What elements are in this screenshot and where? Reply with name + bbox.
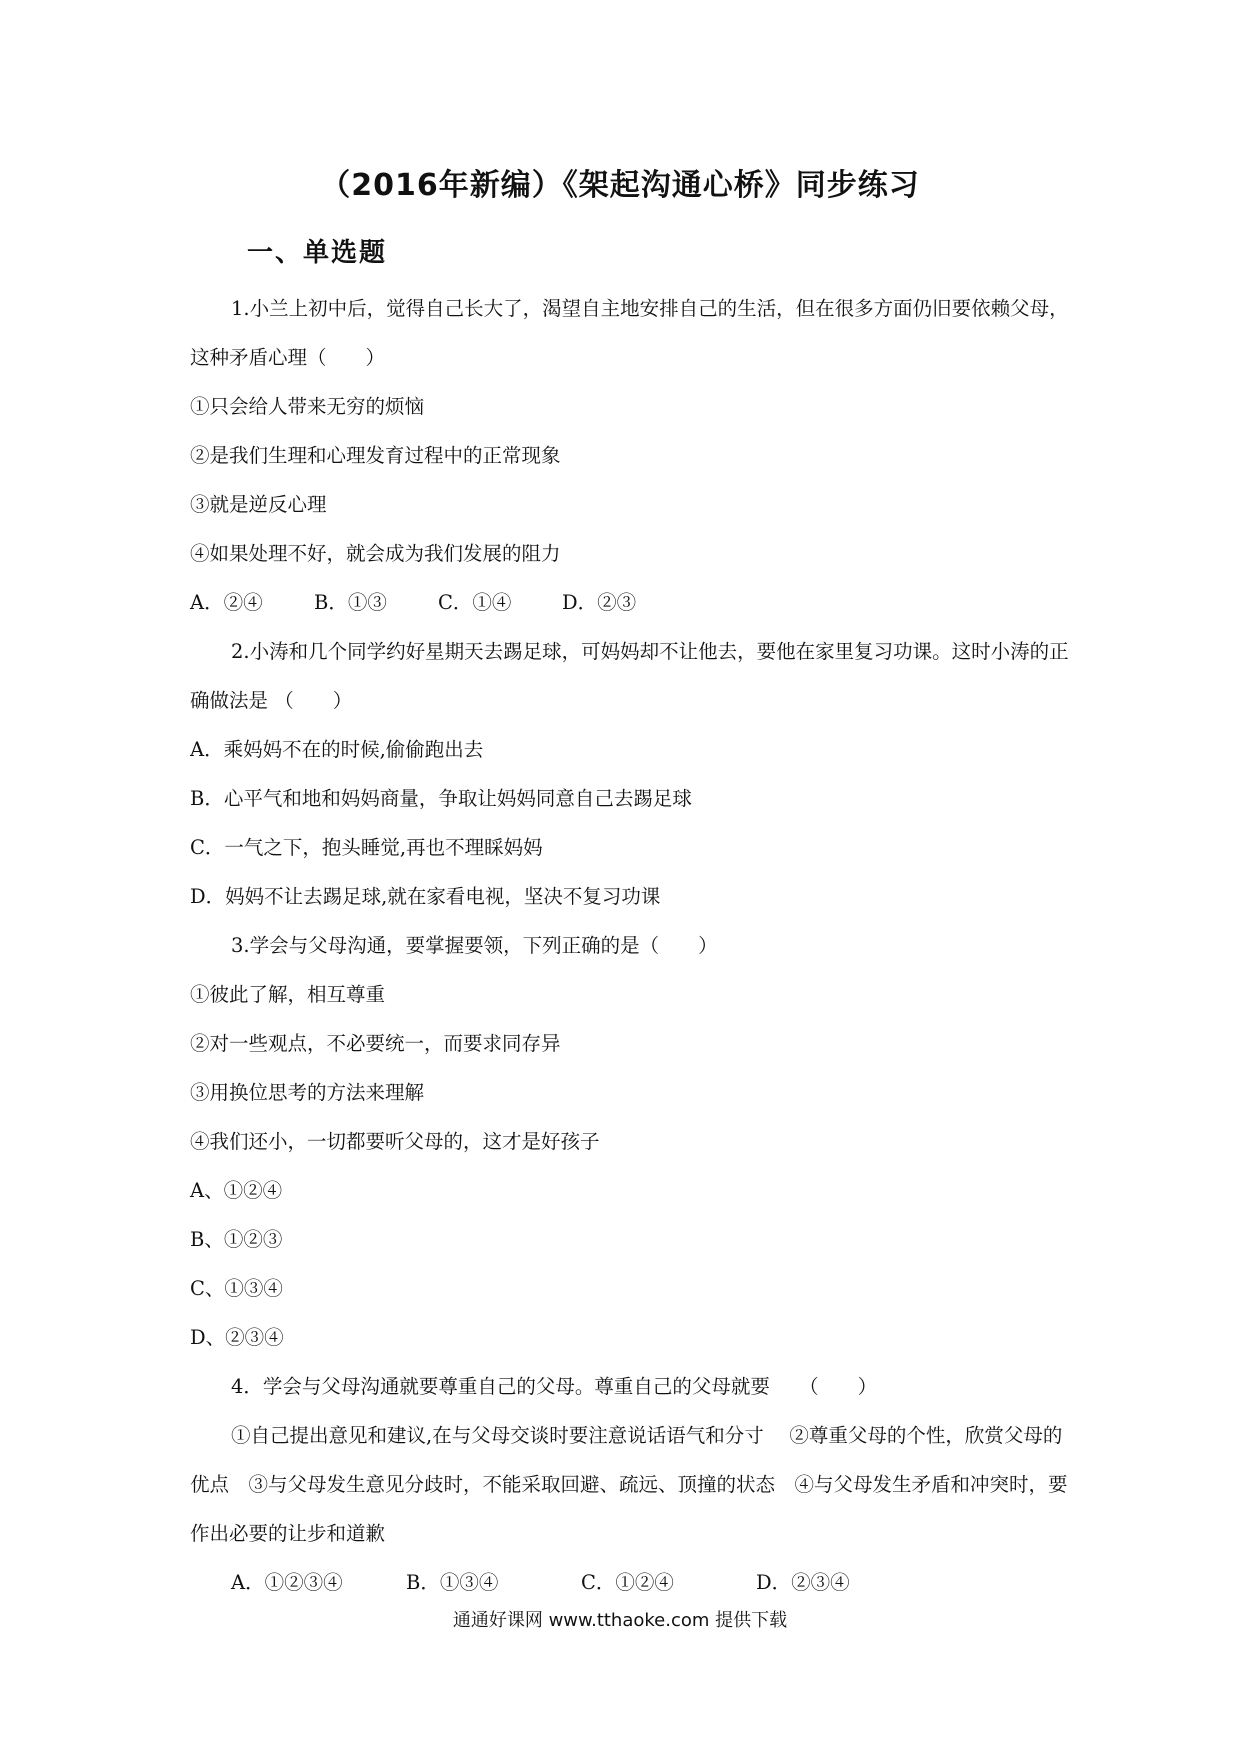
question-3-statement-3: ③用换位思考的方法来理解 — [190, 1081, 425, 1104]
question-3-statement-1: ①彼此了解，相互尊重 — [190, 983, 386, 1006]
question-1-statement-4: ④如果处理不好，就会成为我们发展的阻力 — [190, 542, 561, 565]
question-list — [190, 284, 1070, 1607]
question-4-body: ①自己提出意见和建议,在与父母交谈时要注意说话语气和分寸 ②尊重父母的个性，欣赏父母的优点 ③与父母发生意见分歧时，不能采取回避、疏远、顶撞的状态 ④与父母发生矛盾和冲突时，要作出必要的让步和道歉 — [190, 1424, 1068, 1545]
question-2-option-b: B．心平气和地和妈妈商量，争取让妈妈同意自己去踢足球 — [190, 787, 692, 810]
question-3-option-a: A、①②④ — [190, 1179, 283, 1202]
question-3-option-c: C、①③④ — [190, 1277, 283, 1300]
question-1-options — [190, 578, 1070, 627]
question-4-stem: 4．学会与父母沟通就要尊重自己的父母。尊重自己的父母就要 （ ） — [231, 1375, 878, 1398]
question-1-option-c: C．①④ — [438, 591, 512, 614]
question-3-option-d: D、②③④ — [190, 1326, 284, 1349]
footer-credit: 通通好课网 www.tthaoke.com 提供下载 — [452, 1610, 788, 1631]
question-4-options — [190, 1558, 1070, 1607]
question-4-option-c: C．①②④ — [581, 1571, 674, 1594]
question-1-statement-2: ②是我们生理和心理发育过程中的正常现象 — [190, 444, 561, 467]
question-4-option-b: B．①③④ — [406, 1571, 499, 1594]
question-3-option-b: B、①②③ — [190, 1228, 283, 1251]
question-1-option-a: A．②④ — [190, 591, 263, 614]
question-2-option-d: D．妈妈不让去踢足球,就在家看电视，坚决不复习功课 — [190, 885, 661, 908]
question-2-option-a: A．乘妈妈不在的时候,偷偷跑出去 — [190, 738, 484, 761]
question-3-stem: 3.学会与父母沟通，要掌握要领，下列正确的是（ ） — [231, 934, 718, 957]
question-3-statement-4: ④我们还小，一切都要听父母的，这才是好孩子 — [190, 1130, 600, 1153]
question-2-option-c: C．一气之下，抱头睡觉,再也不理睬妈妈 — [190, 836, 543, 859]
question-1-stem: 1.小兰上初中后，觉得自己长大了，渴望自主地安排自己的生活，但在很多方面仍旧要依赖父母，这种矛盾心理（ ） — [190, 297, 1069, 369]
page-title: （2016年新编）《架起沟通心桥》同步练习 — [320, 168, 920, 203]
section-heading: 一、单选题 — [247, 238, 388, 268]
question-4-option-a: A．①②③④ — [231, 1571, 343, 1594]
question-2-stem: 2.小涛和几个同学约好星期天去踢足球，可妈妈却不让他去，要他在家里复习功课。这时小涛的正确做法是 （ ） — [190, 640, 1069, 712]
question-1-option-d: D．②③ — [562, 591, 637, 614]
question-3-statement-2: ②对一些观点，不必要统一，而要求同存异 — [190, 1032, 561, 1055]
question-1-statement-3: ③就是逆反心理 — [190, 493, 327, 516]
question-1-statement-1: ①只会给人带来无穷的烦恼 — [190, 395, 425, 418]
question-4-option-d: D．②③④ — [756, 1571, 850, 1594]
question-1-option-b: B．①③ — [314, 591, 387, 614]
